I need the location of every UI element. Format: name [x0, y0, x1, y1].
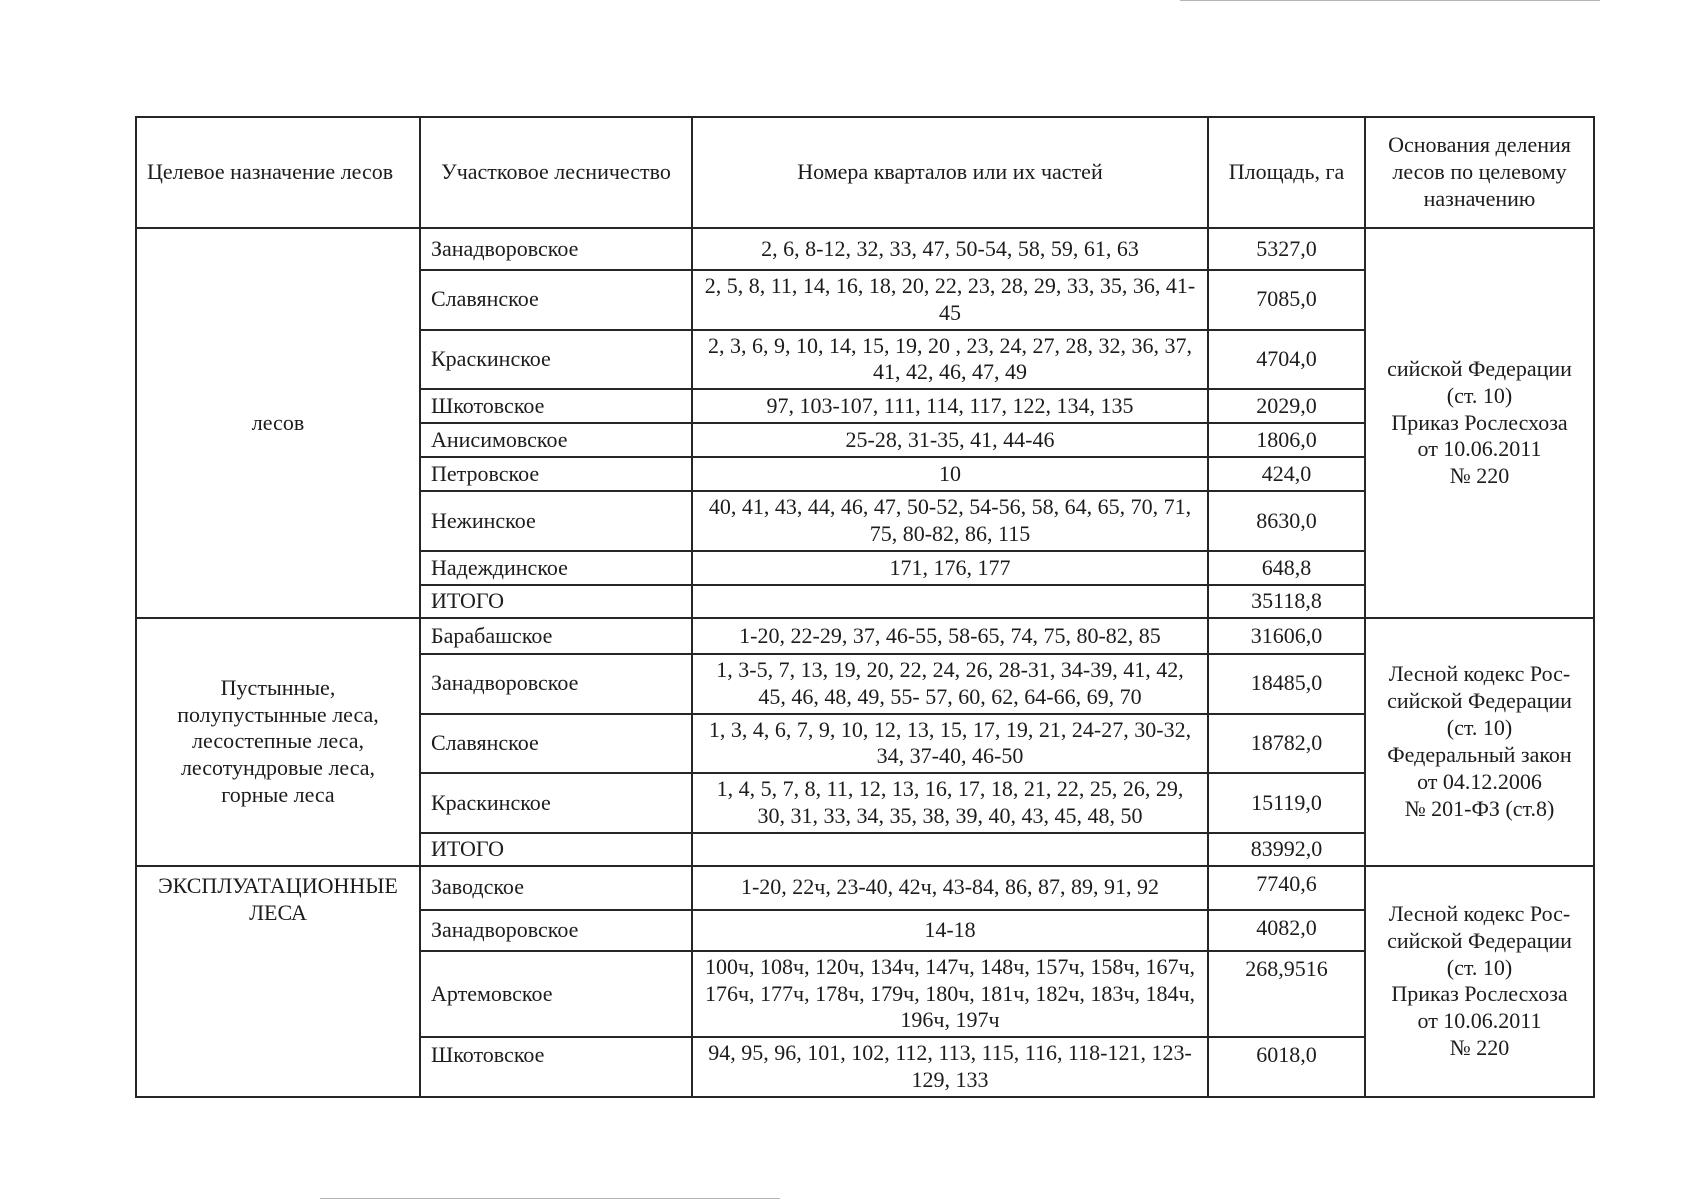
forestry-cell: Занадворовское — [420, 228, 692, 270]
area-cell: 424,0 — [1208, 457, 1365, 491]
quarters-cell: 1, 3, 4, 6, 7, 9, 10, 12, 13, 15, 17, 19, 21, 24-27, 30-32, 34, 37-40, 46-50 — [692, 714, 1208, 774]
header-row — [136, 117, 1594, 228]
table-row — [136, 618, 1594, 654]
basis-cell — [1365, 228, 1594, 618]
basis-line: Лесной кодекс Рос- — [1388, 661, 1571, 687]
quarters-cell-empty — [692, 585, 1208, 618]
total-area: 35118,8 — [1208, 585, 1365, 618]
purpose-cell: лесов — [136, 228, 420, 618]
area-cell: 648,8 — [1208, 551, 1365, 585]
header-purpose: Целевое назначение лесов — [136, 117, 420, 228]
basis-line: от 04.12.2006 — [1417, 768, 1542, 794]
quarters-cell: 100ч, 108ч, 120ч, 134ч, 147ч, 148ч, 157ч, 158ч, 167ч, 176ч, 177ч, 178ч, 179ч, 180ч, 181ч, 182ч, 183ч, 184ч, 196ч, 197ч — [692, 951, 1208, 1037]
forestry-cell: Краскинское — [420, 330, 692, 390]
forestry-cell: Надеждинское — [420, 551, 692, 585]
area-cell: 18485,0 — [1208, 654, 1365, 714]
quarters-cell: 97, 103-107, 111, 114, 117, 122, 134, 135 — [692, 389, 1208, 423]
basis-line: (ст. 10) — [1446, 715, 1513, 741]
forestry-cell: Заводское — [420, 866, 692, 910]
header-area: Площадь, га — [1208, 117, 1365, 228]
area-cell: 6018,0 — [1208, 1037, 1365, 1097]
scan-artifact-top — [1180, 0, 1600, 1]
area-cell: 15119,0 — [1208, 773, 1365, 833]
header-basis: Основания деления лесов по целевому назначению — [1365, 117, 1594, 228]
quarters-cell: 40, 41, 43, 44, 46, 47, 50-52, 54-56, 58, 64, 65, 70, 71, 75, 80-82, 86, 115 — [692, 491, 1208, 551]
area-cell: 2029,0 — [1208, 389, 1365, 423]
quarters-cell: 2, 3, 6, 9, 10, 14, 15, 19, 20 , 23, 24, 27, 28, 32, 36, 37, 41, 42, 46, 47, 49 — [692, 330, 1208, 390]
scan-artifact-bottom — [320, 1198, 780, 1199]
forestry-cell: Артемовское — [420, 951, 692, 1037]
forestry-cell: Славянское — [420, 270, 692, 330]
forestry-cell: Шкотовское — [420, 389, 692, 423]
basis-line: от 10.06.2011 — [1417, 1008, 1542, 1034]
basis-cell — [1365, 866, 1594, 1097]
area-cell: 31606,0 — [1208, 618, 1365, 654]
basis-line: Федеральный закон — [1387, 741, 1572, 767]
forestry-cell: Славянское — [420, 714, 692, 774]
area-cell: 7740,6 — [1208, 866, 1365, 910]
quarters-cell: 171, 176, 177 — [692, 551, 1208, 585]
basis-line: от 10.06.2011 — [1417, 436, 1542, 462]
forestry-cell: Анисимовское — [420, 423, 692, 457]
area-cell: 4704,0 — [1208, 330, 1365, 390]
forestry-cell: Нежинское — [420, 491, 692, 551]
quarters-cell: 1, 3-5, 7, 13, 19, 20, 22, 24, 26, 28-31, 34-39, 41, 42, 45, 46, 48, 49, 55- 57, 60, 62, 64-66, 69, 70 — [692, 654, 1208, 714]
basis-line: Лесной кодекс Рос- — [1388, 900, 1571, 926]
quarters-cell: 25-28, 31-35, 41, 44-46 — [692, 423, 1208, 457]
quarters-cell: 94, 95, 96, 101, 102, 112, 113, 115, 116, 118-121, 123-129, 133 — [692, 1037, 1208, 1097]
basis-line: Приказ Рослесхоза — [1391, 409, 1568, 435]
basis-line: сийской Федерации — [1387, 688, 1572, 714]
basis-line: сийской Федерации — [1387, 927, 1572, 953]
basis-line: сийской Федерации — [1387, 355, 1572, 381]
quarters-cell: 1-20, 22ч, 23-40, 42ч, 43-84, 86, 87, 89, 91, 92 — [692, 866, 1208, 910]
area-cell: 8630,0 — [1208, 491, 1365, 551]
area-cell: 5327,0 — [1208, 228, 1365, 270]
basis-line: № 220 — [1449, 1034, 1510, 1060]
area-cell: 7085,0 — [1208, 270, 1365, 330]
forestry-cell: Краскинское — [420, 773, 692, 833]
quarters-cell: 1-20, 22-29, 37, 46-55, 58-65, 74, 75, 80-82, 85 — [692, 618, 1208, 654]
basis-line: Приказ Рослесхоза — [1391, 981, 1568, 1007]
header-quarters: Номера кварталов или их частей — [692, 117, 1208, 228]
basis-line: (ст. 10) — [1446, 382, 1513, 408]
basis-line: № 220 — [1449, 463, 1510, 489]
forestry-cell: Барабашское — [420, 618, 692, 654]
quarters-cell: 2, 6, 8-12, 32, 33, 47, 50-54, 58, 59, 61, 63 — [692, 228, 1208, 270]
area-cell: 4082,0 — [1208, 910, 1365, 951]
quarters-cell: 2, 5, 8, 11, 14, 16, 18, 20, 22, 23, 28, 29, 33, 35, 36, 41-45 — [692, 270, 1208, 330]
purpose-cell: ЭКСПЛУАТАЦИОННЫЕ ЛЕСА — [136, 866, 420, 1097]
area-cell: 1806,0 — [1208, 423, 1365, 457]
total-label: ИТОГО — [420, 585, 692, 618]
basis-cell — [1365, 618, 1594, 866]
total-label: ИТОГО — [420, 833, 692, 866]
basis-line: № 201-ФЗ (ст.8) — [1404, 795, 1555, 821]
forest-division-table — [135, 116, 1595, 1098]
header-forestry: Участковое лесничество — [420, 117, 692, 228]
forestry-cell: Занадворовское — [420, 654, 692, 714]
quarters-cell: 1, 4, 5, 7, 8, 11, 12, 13, 16, 17, 18, 21, 22, 25, 26, 29, 30, 31, 33, 34, 35, 38, 39, 40, 43, 45, 48, 50 — [692, 773, 1208, 833]
quarters-cell-empty — [692, 833, 1208, 866]
forestry-cell: Петровское — [420, 457, 692, 491]
total-area: 83992,0 — [1208, 833, 1365, 866]
area-cell: 268,9516 — [1208, 951, 1365, 1037]
forestry-cell: Занадворовское — [420, 910, 692, 951]
quarters-cell: 10 — [692, 457, 1208, 491]
area-cell: 18782,0 — [1208, 714, 1365, 774]
purpose-cell: Пустынные, полупустынные леса, лесостепные леса, лесотундровые леса, горные леса — [136, 618, 420, 866]
table-row — [136, 228, 1594, 270]
basis-line: (ст. 10) — [1446, 954, 1513, 980]
forestry-cell: Шкотовское — [420, 1037, 692, 1097]
table-row — [136, 866, 1594, 910]
quarters-cell: 14-18 — [692, 910, 1208, 951]
